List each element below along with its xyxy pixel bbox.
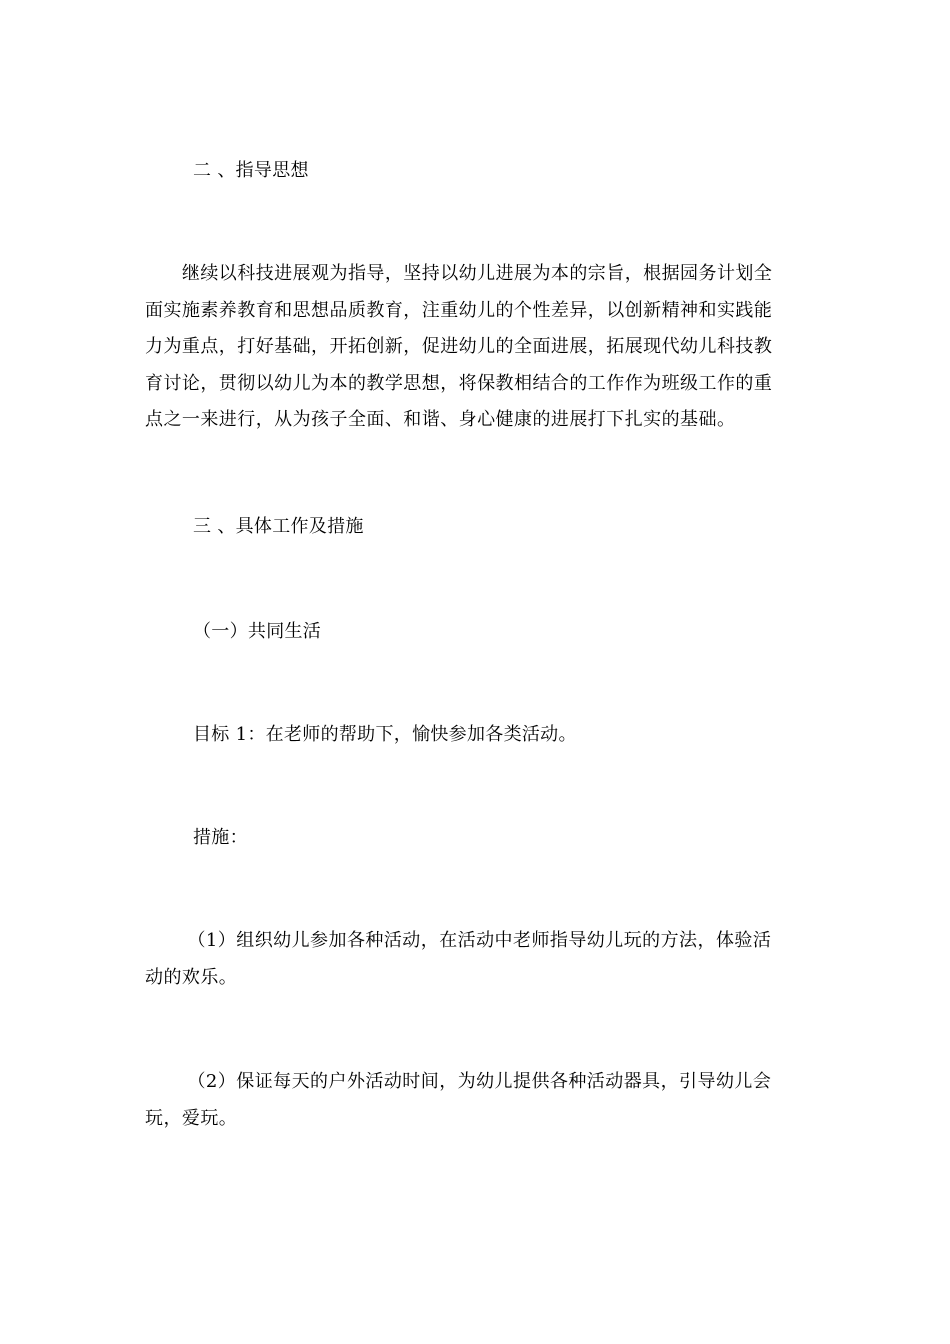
paragraph-line: 点之一来进行，从为孩子全面、和谐、身心健康的进展打下扎实的基础。: [145, 409, 736, 430]
section-heading-specific-work: 三 、具体工作及措施: [193, 516, 364, 537]
paragraph-line: 继续以科技进展观为指导，坚持以幼儿进展为本的宗旨，根据园务计划全: [145, 263, 773, 284]
measure-line: 玩，爱玩。: [145, 1107, 238, 1129]
measure-line: （2）保证每天的户外活动时间，为幼儿提供各种活动器具，引导幼儿会: [178, 1071, 772, 1092]
measures-label: 措施：: [193, 827, 248, 848]
measure-line: 动的欢乐。: [145, 966, 238, 988]
section-heading-guiding-ideology: 二 、指导思想: [193, 160, 309, 181]
goal-1: 目标 1：在老师的帮助下，愉快参加各类活动。: [193, 724, 577, 745]
subsection-heading-shared-life: （一）共同生活: [193, 621, 322, 642]
guiding-ideology-paragraph: [145, 256, 805, 439]
paragraph-line: 育讨论，贯彻以幼儿为本的教学思想，将保教相结合的工作作为班级工作的重: [145, 372, 773, 394]
paragraph-line: 面实施素养教育和思想品质教育，注重幼儿的个性差异，以创新精神和实践能: [145, 299, 773, 321]
measure-2: [145, 1064, 818, 1137]
paragraph-line: 力为重点，打好基础，开拓创新，促进幼儿的全面进展，拓展现代幼儿科技教: [145, 336, 773, 357]
measure-1: [145, 923, 818, 996]
measure-line: （1）组织幼儿参加各种活动，在活动中老师指导幼儿玩的方法，体验活: [178, 930, 772, 951]
